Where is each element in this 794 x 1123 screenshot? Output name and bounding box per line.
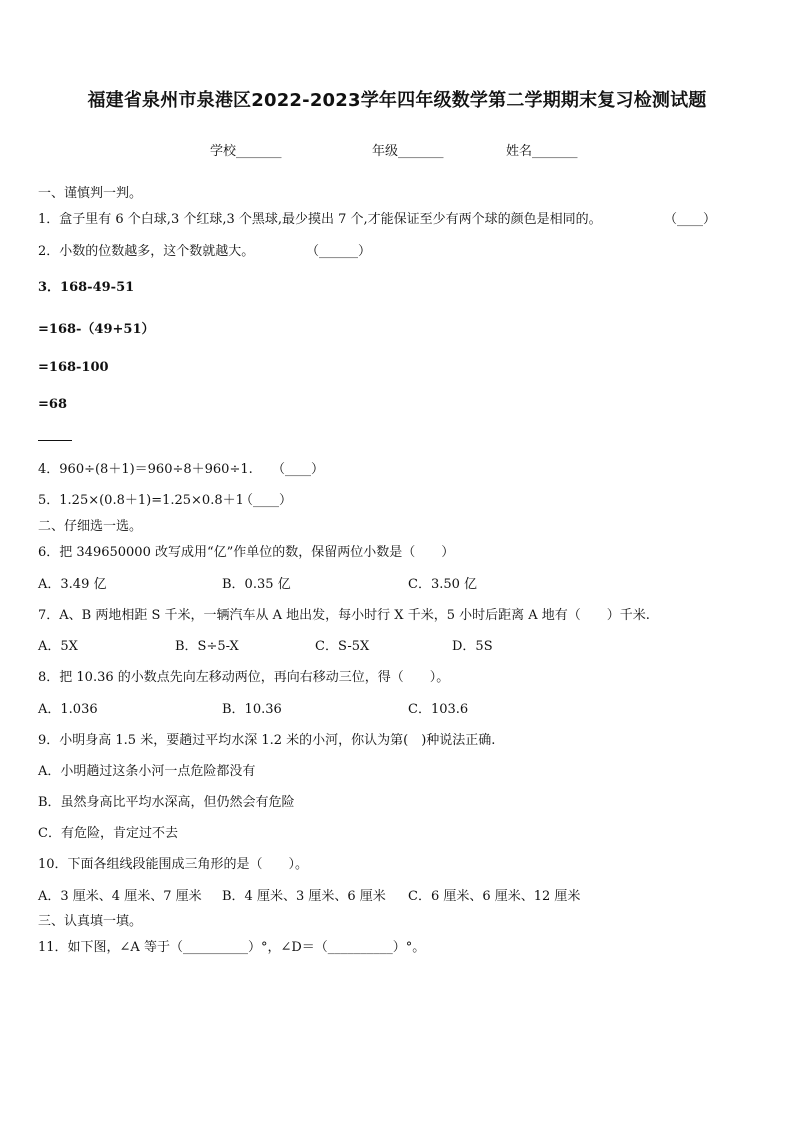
question-7-option-d[interactable]: D．5S [452,639,493,654]
grade-field[interactable]: 年级_______ [372,144,444,159]
section-heading-fill: 三、认真填一填。 [38,914,143,929]
question-3-line-2: =168-（49+51） [38,322,155,337]
question-3-answer-blank[interactable] [38,440,72,441]
question-8-option-a[interactable]: A．1.036 [38,702,98,717]
question-10-option-b[interactable]: B．4 厘米、3 厘米、6 厘米 [222,889,386,904]
question-7-option-a[interactable]: A．5X [38,639,78,654]
question-7: 7．A、B 两地相距 S 千米，一辆汽车从 A 地出发，每小时行 X 千米，5 小时后距离 A 地有（ ）千米. [38,608,650,623]
question-3-line-3: =168-100 [38,360,109,375]
name-field[interactable]: 姓名_______ [506,144,578,159]
question-4-answer-blank[interactable]: （____） [272,462,325,477]
question-1-answer-blank[interactable]: （____） [664,212,717,227]
question-8: 8．把 10.36 的小数点先向左移动两位，再向右移动三位，得（ ）。 [38,670,450,685]
question-7-option-b[interactable]: B．S÷5-X [175,639,239,654]
question-5-answer-blank[interactable]: （____） [240,493,293,508]
question-9-option-c[interactable]: C．有危险，肯定过不去 [38,826,178,841]
page-title: 福建省泉州市泉港区2022-2023学年四年级数学第二学期期末复习检测试题 [87,90,707,111]
question-3-line-1: 3．168-49-51 [38,280,135,295]
question-10-option-a[interactable]: A．3 厘米、4 厘米、7 厘米 [38,889,202,904]
section-heading-judge: 一、谨慎判一判。 [38,186,143,201]
question-6-option-b[interactable]: B．0.35 亿 [222,577,291,592]
question-10: 10．下面各组线段能围成三角形的是（ ）。 [38,857,309,872]
question-7-option-c[interactable]: C．S-5X [315,639,370,654]
question-3-line-4: =68 [38,397,67,412]
question-11: 11．如下图，∠A 等于（__________）°，∠D＝（__________）°。 [38,940,426,955]
school-field[interactable]: 学校_______ [210,144,282,159]
question-4: 4．960÷(8＋1)＝960÷8＋960÷1. [38,462,253,477]
question-9: 9．小明身高 1.5 米，要趟过平均水深 1.2 米的小河，你认为第( )种说法正确. [38,733,496,748]
question-9-option-b[interactable]: B．虽然身高比平均水深高，但仍然会有危险 [38,795,295,810]
question-6-option-c[interactable]: C．3.50 亿 [408,577,478,592]
question-8-option-c[interactable]: C．103.6 [408,702,469,717]
question-8-option-b[interactable]: B．10.36 [222,702,282,717]
question-6: 6．把 349650000 改写成用“亿”作单位的数，保留两位小数是（ ） [38,545,455,560]
section-heading-choice: 二、仔细选一选。 [38,519,143,534]
question-6-option-a[interactable]: A．3.49 亿 [38,577,107,592]
question-1: 1．盒子里有 6 个白球,3 个红球,3 个黑球,最少摸出 7 个,才能保证至少有两个球的颜色是相同的。 [38,212,602,227]
question-2: 2．小数的位数越多，这个数就越大。 [38,244,255,259]
question-5: 5．1.25×(0.8＋1)=1.25×0.8＋1 [38,493,244,508]
question-10-option-c[interactable]: C．6 厘米、6 厘米、12 厘米 [408,889,581,904]
question-9-option-a[interactable]: A．小明趟过这条小河一点危险都没有 [38,764,256,779]
question-2-answer-blank[interactable]: （______） [306,244,372,259]
